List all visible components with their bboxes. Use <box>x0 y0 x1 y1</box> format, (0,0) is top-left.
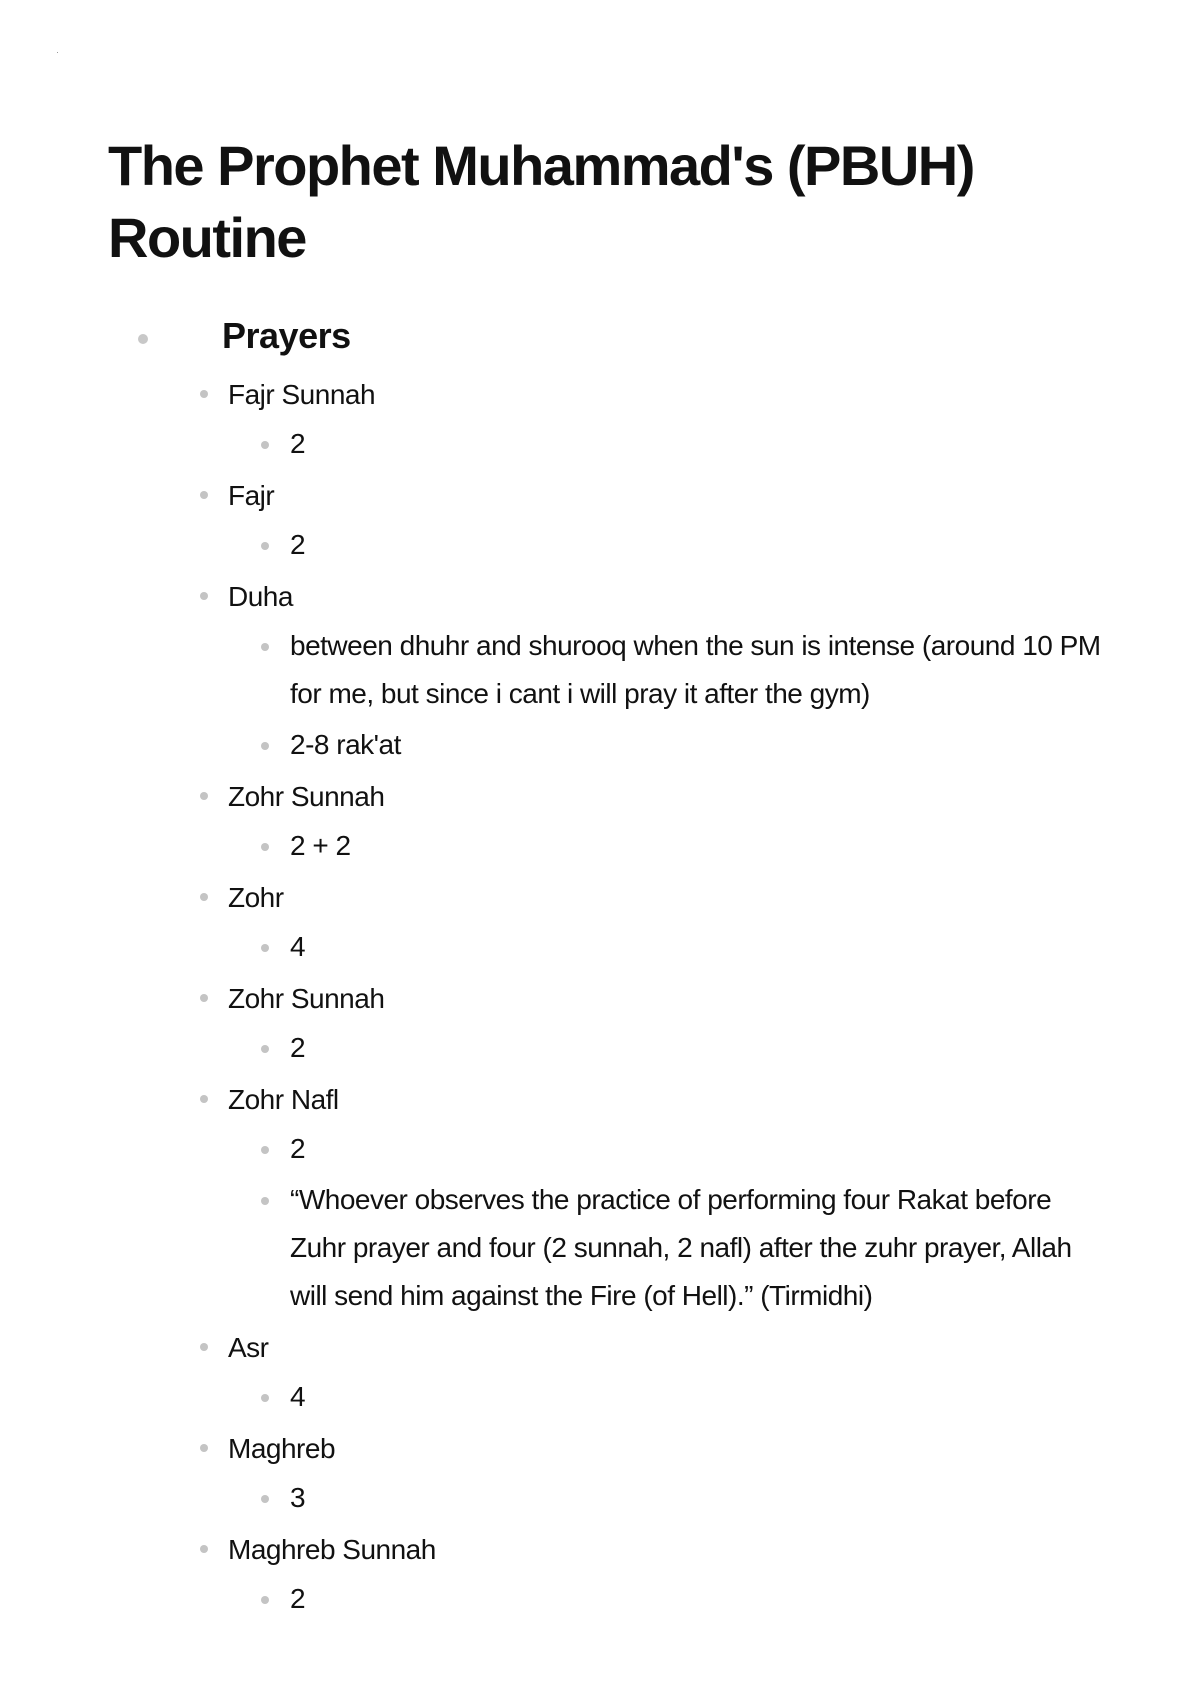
sub-list-item <box>0 1575 1200 1626</box>
bullet-icon <box>200 1343 208 1351</box>
list-item-label: Asr <box>228 1332 269 1363</box>
sub-list <box>0 521 1200 572</box>
sub-list-item <box>0 1176 1200 1323</box>
bullet-icon <box>261 1596 269 1604</box>
list-item-label: Duha <box>228 581 293 612</box>
bullet-icon <box>200 1545 208 1553</box>
sub-list-item <box>0 521 1200 572</box>
sub-list-item-text: 2 + 2 <box>290 830 351 861</box>
bullet-icon <box>261 944 269 952</box>
list-item-label: Maghreb Sunnah <box>228 1534 436 1565</box>
sub-list-item <box>0 721 1200 772</box>
sub-list <box>0 923 1200 974</box>
list-item <box>0 873 1200 974</box>
sub-list-item <box>0 1373 1200 1424</box>
sub-list <box>0 822 1200 873</box>
sub-list-item <box>0 1024 1200 1075</box>
sub-list-item-text: “Whoever observes the practice of performing four Rakat before Zuhr prayer and four (2 sunnah, 2 nafl) after the zuhr prayer, Allah will send him against the Fire (of Hell).” (Tirmidhi) <box>290 1184 1072 1311</box>
sub-list-item-text: 3 <box>290 1482 306 1513</box>
sub-list <box>0 420 1200 471</box>
bullet-icon <box>261 1045 269 1053</box>
document-title: The Prophet Muhammad's (PBUH) Routine <box>108 134 974 269</box>
bullet-icon <box>200 1095 208 1103</box>
sub-list-item <box>0 822 1200 873</box>
bullet-icon <box>261 1197 269 1205</box>
sub-list-item-text: between dhuhr and shurooq when the sun is intense (around 10 PM for me, but since i cant i will pray it after the gym) <box>290 630 1101 709</box>
sub-list-item <box>0 420 1200 471</box>
list-item <box>0 1075 1200 1323</box>
bullet-icon <box>200 994 208 1002</box>
list-item-label: Zohr <box>228 882 284 913</box>
sub-list-item-text: 2 <box>290 529 306 560</box>
sub-list <box>0 622 1200 772</box>
list-item-label: Maghreb <box>228 1433 336 1464</box>
sub-list-item <box>0 923 1200 974</box>
bullet-icon <box>261 542 269 550</box>
sub-list <box>0 1024 1200 1075</box>
section-heading: Prayers <box>222 315 351 356</box>
sub-list <box>0 1575 1200 1626</box>
list-item-label: Zohr Nafl <box>228 1084 339 1115</box>
list-item <box>0 471 1200 572</box>
bullet-icon <box>200 592 208 600</box>
list-item <box>0 772 1200 873</box>
list-item <box>0 974 1200 1075</box>
bullet-icon <box>261 742 269 750</box>
bullet-icon <box>261 1495 269 1503</box>
bullet-icon <box>261 1394 269 1402</box>
page-corner-mark <box>57 52 58 53</box>
sub-list-item-text: 2 <box>290 1032 306 1063</box>
prayer-list <box>0 370 1200 1626</box>
bullet-icon <box>261 643 269 651</box>
sub-list-item-text: 4 <box>290 1381 306 1412</box>
list-item-label: Zohr Sunnah <box>228 983 385 1014</box>
bullet-icon <box>200 1444 208 1452</box>
bullet-icon <box>261 1146 269 1154</box>
list-item <box>0 370 1200 471</box>
sub-list-item <box>0 1474 1200 1525</box>
list-item-label: Zohr Sunnah <box>228 781 385 812</box>
section-bullet-icon <box>138 334 148 344</box>
sub-list <box>0 1125 1200 1323</box>
list-item-label: Fajr <box>228 480 275 511</box>
bullet-icon <box>200 491 208 499</box>
sub-list-item-text: 4 <box>290 931 306 962</box>
list-item <box>0 1323 1200 1424</box>
bullet-icon <box>261 843 269 851</box>
list-item <box>0 572 1200 772</box>
bullet-icon <box>200 792 208 800</box>
bullet-icon <box>261 441 269 449</box>
sub-list-item <box>0 1125 1200 1176</box>
list-item <box>0 1525 1200 1626</box>
list-item-label: Fajr Sunnah <box>228 379 376 410</box>
sub-list-item-text: 2-8 rak'at <box>290 729 401 760</box>
sub-list-item-text: 2 <box>290 1583 306 1614</box>
bullet-icon <box>200 893 208 901</box>
sub-list <box>0 1373 1200 1424</box>
sub-list-item-text: 2 <box>290 1133 306 1164</box>
sub-list <box>0 1474 1200 1525</box>
bullet-icon <box>200 390 208 398</box>
list-item <box>0 1424 1200 1525</box>
sub-list-item-text: 2 <box>290 428 306 459</box>
sub-list-item <box>0 622 1200 721</box>
